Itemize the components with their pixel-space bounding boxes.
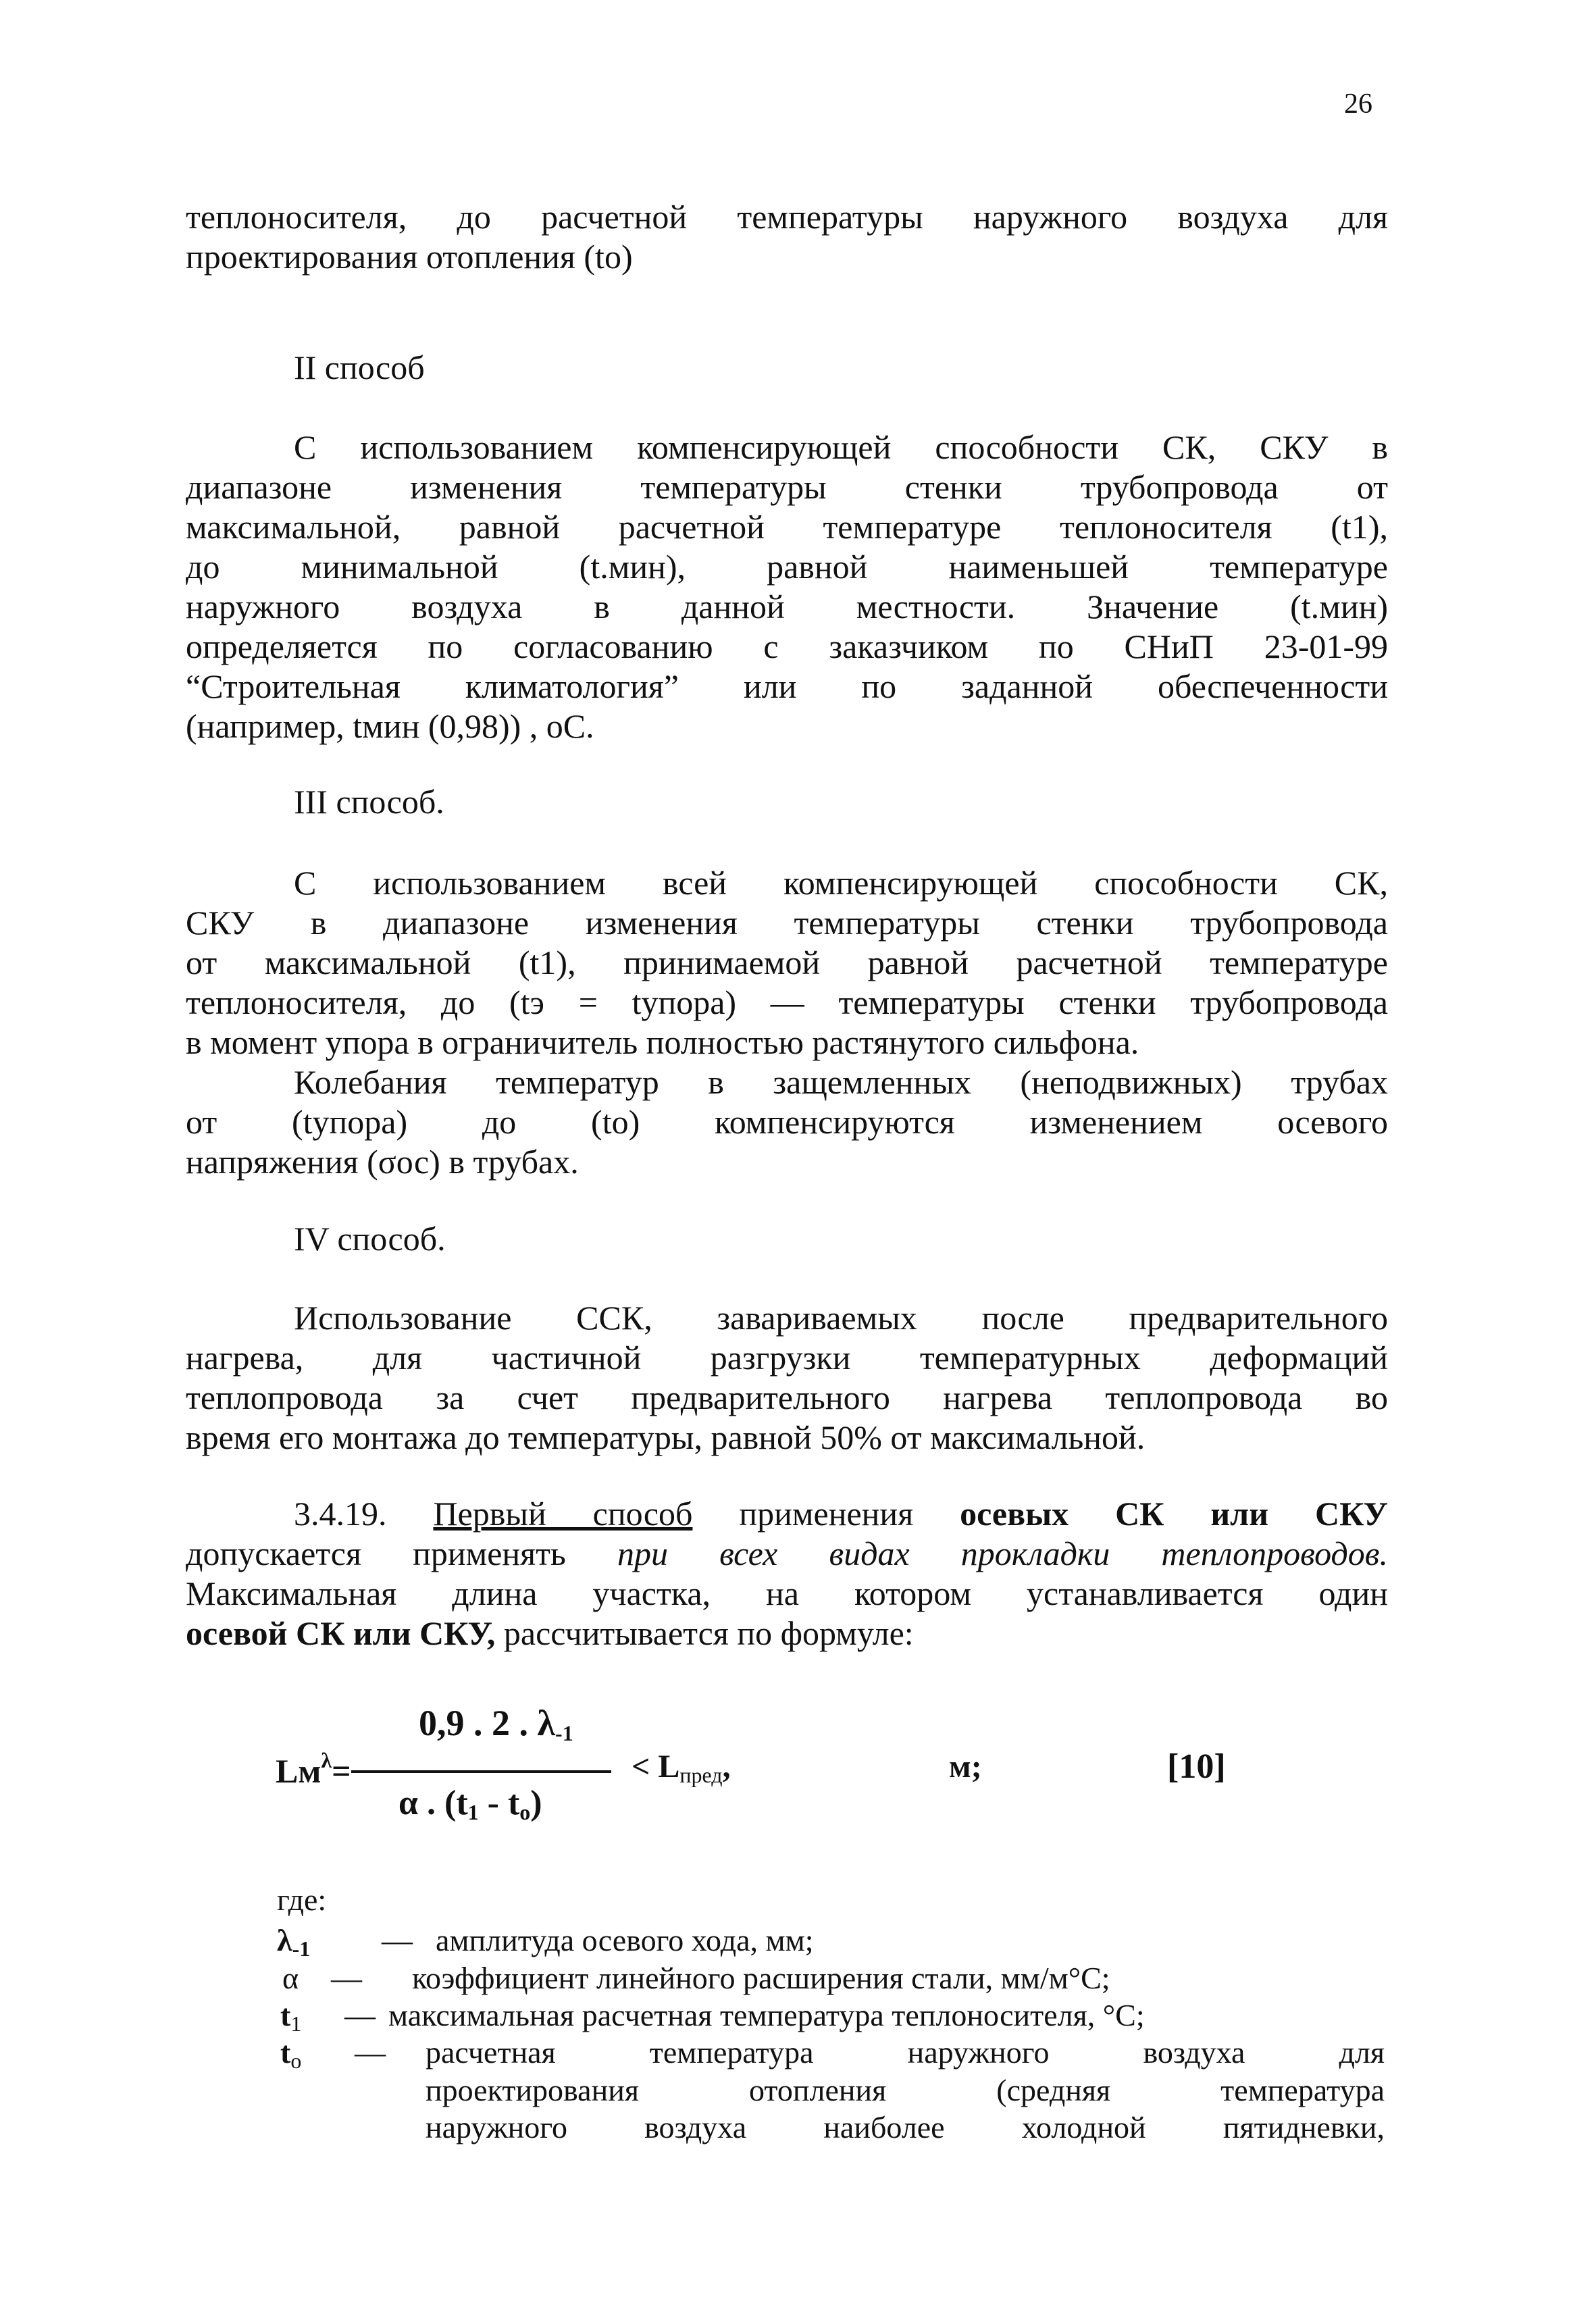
legend-symbol: $t_o$	[280, 2035, 302, 2073]
paragraph-line: теплоносителя, до расчетной температуры наружного воздуха для	[186, 198, 1388, 236]
paragraph-line: время его монтажа до температуры, равной 50% от максимальной.	[186, 1418, 1145, 1456]
fraction-bar	[351, 1770, 611, 1773]
paragraph-line: (например, tмин (0,98)) , оС.	[186, 707, 594, 745]
legend-continuation: проектирования отопления (средняя температура	[426, 2073, 1385, 2107]
legend-symbol: $t_1$	[280, 1998, 302, 2036]
legend-dash: —	[382, 1923, 413, 1957]
legend-description: амплитуда осевого хода, мм;	[436, 1923, 814, 1957]
paragraph-line: С использованием компенсирующей способности СК, СКУ в	[294, 428, 1388, 466]
paragraph-line: максимальной, равной расчетной температуре теплоносителя (t1),	[186, 508, 1388, 546]
bold-text: осевой СК или СКУ,	[186, 1614, 496, 1652]
formula-lhs: $Lм^\lambda=$	[276, 1748, 351, 1790]
legend-dash: —	[355, 2035, 386, 2069]
legend-symbol: $\lambda_{-1}$	[277, 1923, 311, 1961]
legend-dash: —	[344, 1998, 376, 2032]
method-link[interactable]: Первый способ	[433, 1495, 693, 1533]
paragraph-line: до минимальной (t.мин), равной наименьшей температуре	[186, 548, 1388, 586]
section-heading: II способ	[294, 349, 425, 386]
paragraph-line: С использованием всей компенсирующей способности СК,	[294, 864, 1388, 902]
italic-text: при всех видах прокладки теплопроводов.	[617, 1535, 1388, 1572]
formula-numerator: 0,9 . 2 . $\lambda_{-1}$	[419, 1703, 573, 1745]
paragraph-line: в момент упора в ограничитель полностью растянутого сильфона.	[186, 1023, 1139, 1061]
section-paragraph-line	[186, 1534, 1388, 1574]
bold-text: осевых СК или СКУ	[960, 1495, 1389, 1533]
section-heading: IV способ.	[294, 1220, 446, 1258]
formula-unit: м;	[949, 1749, 982, 1784]
section-number: 3.4.19.	[294, 1495, 387, 1533]
section-paragraph-line	[186, 1614, 1388, 1653]
text-run: допускается применять	[186, 1535, 617, 1572]
legend-continuation: наружного воздуха наиболее холодной пятидневки,	[426, 2110, 1385, 2144]
paragraph-line: СКУ в диапазоне изменения температуры стенки трубопровода	[186, 904, 1388, 942]
formula-limit: < $L_{пред}$,	[632, 1749, 731, 1787]
text-run: рассчитывается по формуле:	[495, 1614, 914, 1652]
legend-description: расчетная температура наружного воздуха для	[426, 2035, 1385, 2069]
paragraph-line: определяется по согласованию с заказчиком по СНиП 23-01-99	[186, 627, 1388, 665]
legend-symbol: α	[282, 1961, 299, 1995]
legend-description: коэффициент линейного расширения стали, мм/м°С;	[412, 1961, 1110, 1995]
paragraph-line: диапазоне изменения температуры стенки трубопровода от	[186, 468, 1388, 506]
text-run: применения	[692, 1495, 960, 1533]
section-paragraph-line	[294, 1494, 1388, 1534]
paragraph-line: теплоносителя, до (tэ = tупора) — температуры стенки трубопровода	[186, 983, 1388, 1021]
paragraph-line: Колебания температур в защемленных (неподвижных) трубах	[294, 1063, 1388, 1101]
formula-number: [10]	[1167, 1747, 1226, 1786]
legend-description: максимальная расчетная температура теплоносителя, °С;	[388, 1998, 1145, 2032]
page-number: 26	[1344, 88, 1372, 120]
formula-denominator: α . $(t_1 - t_o)$	[398, 1784, 542, 1824]
paragraph-line: “Строительная климатология” или по заданной обеспеченности	[186, 667, 1388, 705]
section-paragraph-line: Максимальная длина участка, на котором устанавливается один	[186, 1574, 1388, 1612]
paragraph-line: наружного воздуха в данной местности. Значение (t.мин)	[186, 588, 1388, 625]
paragraph-line: напряжения (σос) в трубах.	[186, 1143, 579, 1181]
paragraph-line: нагрева, для частичной разгрузки температурных деформаций	[186, 1339, 1388, 1377]
legend-dash: —	[331, 1961, 362, 1995]
paragraph-line: проектирования отопления (to)	[186, 238, 633, 276]
paragraph-line: от (tупора) до (to) компенсируются изменением осевого	[186, 1103, 1388, 1141]
paragraph-line: Использование ССК, завариваемых после предварительного	[294, 1299, 1388, 1337]
paragraph-line: от максимальной (t1), принимаемой равной расчетной температуре	[186, 944, 1388, 981]
section-heading: III способ.	[294, 783, 444, 821]
legend-where: где:	[277, 1882, 327, 1917]
paragraph-line: теплопровода за счет предварительного нагрева теплопровода во	[186, 1379, 1388, 1416]
